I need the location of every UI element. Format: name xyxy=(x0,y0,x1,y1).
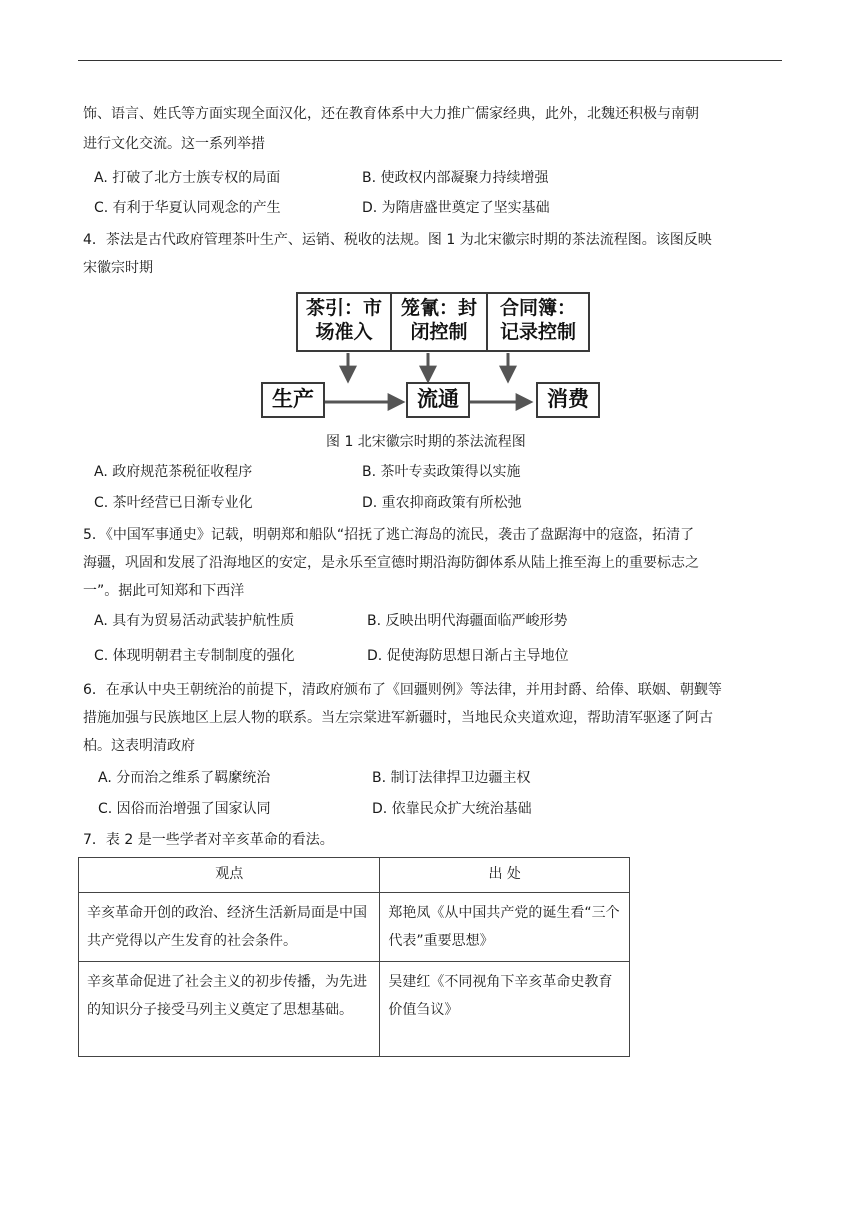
q3-option-d[interactable]: D. 为隋唐盛世奠定了坚实基础 xyxy=(362,200,550,216)
table-row xyxy=(79,893,630,962)
q5-option-b[interactable]: B. 反映出明代海疆面临严峻形势 xyxy=(367,613,568,629)
flow-box-production: 生产 xyxy=(261,382,325,418)
q7-text-line1: 7．表 2 是一些学者对辛亥革命的看法。 xyxy=(83,832,334,848)
table-header-row xyxy=(79,858,630,893)
flow-box-consumption: 消费 xyxy=(536,382,600,418)
q3-text-line1: 饰、语言、姓氏等方面实现全面汉化，还在教育体系中大力推广儒家经典，此外，北魏还积极与南朝 xyxy=(83,106,699,122)
q4-option-b[interactable]: B. 茶叶专卖政策得以实施 xyxy=(362,464,521,480)
q4-option-c[interactable]: C. 茶叶经营已日渐专业化 xyxy=(94,495,253,511)
q3-text-line2: 进行文化交流。这一系列举措 xyxy=(83,136,265,152)
header-rule xyxy=(78,60,782,61)
q5-text-line1: 5．《中国军事通史》记载，明朝郑和船队“招抚了逃亡海岛的流民，袭击了盘踞海中的寇盗，拓清了 xyxy=(83,527,695,543)
q6-text-line1: 6．在承认中央王朝统治的前提下，清政府颁布了《回疆则例》等法律，并用封爵、给俸、联姻、朝觐等 xyxy=(83,682,722,698)
q3-option-b[interactable]: B. 使政权内部凝聚力持续增强 xyxy=(362,170,549,186)
table-header-view: 观点 xyxy=(79,858,380,893)
q4-option-a[interactable]: A. 政府规范茶税征收程序 xyxy=(94,464,253,480)
flow-box-circulation: 流通 xyxy=(406,382,470,418)
q4-option-d[interactable]: D. 重农抑商政策有所松弛 xyxy=(362,495,522,511)
table-cell-source: 郑艳凤《从中国共产党的诞生看“三个代表”重要思想》 xyxy=(380,893,630,962)
table-header-source: 出 处 xyxy=(380,858,630,893)
q5-option-d[interactable]: D. 促使海防思想日渐占主导地位 xyxy=(367,648,569,664)
q5-text-line2: 海疆，巩固和发展了沿海地区的安定，是永乐至宣德时期沿海防御体系从陆上推至海上的重要标志之 xyxy=(83,555,699,571)
figure-1-caption: 图 1 北宋徽宗时期的茶法流程图 xyxy=(326,434,526,450)
q6-option-b[interactable]: B. 制订法律捍卫边疆主权 xyxy=(372,770,531,786)
table-cell-view: 辛亥革命开创的政治、经济生活新局面是中国共产党得以产生发育的社会条件。 xyxy=(79,893,380,962)
q3-option-a[interactable]: A. 打破了北方士族专权的局面 xyxy=(94,170,281,186)
flow-box-sealed-control: 笼氰：封 闭控制 xyxy=(390,292,488,352)
table-cell-view: 辛亥革命促进了社会主义的初步传播，为先进的知识分子接受马列主义奠定了思想基础。 xyxy=(79,962,380,1057)
table-row xyxy=(79,962,630,1057)
q4-text-line1: 4．茶法是古代政府管理茶叶生产、运销、税收的法规。图 1 为北宋徽宗时期的茶法流程图。该图反映 xyxy=(83,232,712,248)
q5-text-line3: 一”。据此可知郑和下西洋 xyxy=(83,583,245,599)
q6-text-line3: 柏。这表明清政府 xyxy=(83,738,195,754)
scholar-views-table xyxy=(78,857,630,1057)
flow-box-contract-register: 合同簿： 记录控制 xyxy=(486,292,590,352)
q6-option-d[interactable]: D. 依靠民众扩大统治基础 xyxy=(372,801,532,817)
q6-option-c[interactable]: C. 因俗而治增强了国家认同 xyxy=(98,801,271,817)
flow-box-tea-permit: 茶引：市 场准入 xyxy=(296,292,392,352)
q5-option-a[interactable]: A. 具有为贸易活动武装护航性质 xyxy=(94,613,295,629)
q6-text-line2: 措施加强与民族地区上层人物的联系。当左宗棠进军新疆时，当地民众夹道欢迎，帮助清军驱逐了阿古 xyxy=(83,710,713,726)
q6-option-a[interactable]: A. 分而治之维系了羁縻统治 xyxy=(98,770,271,786)
table-cell-source: 吴建红《不同视角下辛亥革命史教育价值刍议》 xyxy=(380,962,630,1057)
q4-text-line2: 宋徽宗时期 xyxy=(83,260,153,276)
q3-option-c[interactable]: C. 有利于华夏认同观念的产生 xyxy=(94,200,281,216)
q5-option-c[interactable]: C. 体现明朝君主专制制度的强化 xyxy=(94,648,295,664)
tea-law-flowchart xyxy=(258,292,602,420)
